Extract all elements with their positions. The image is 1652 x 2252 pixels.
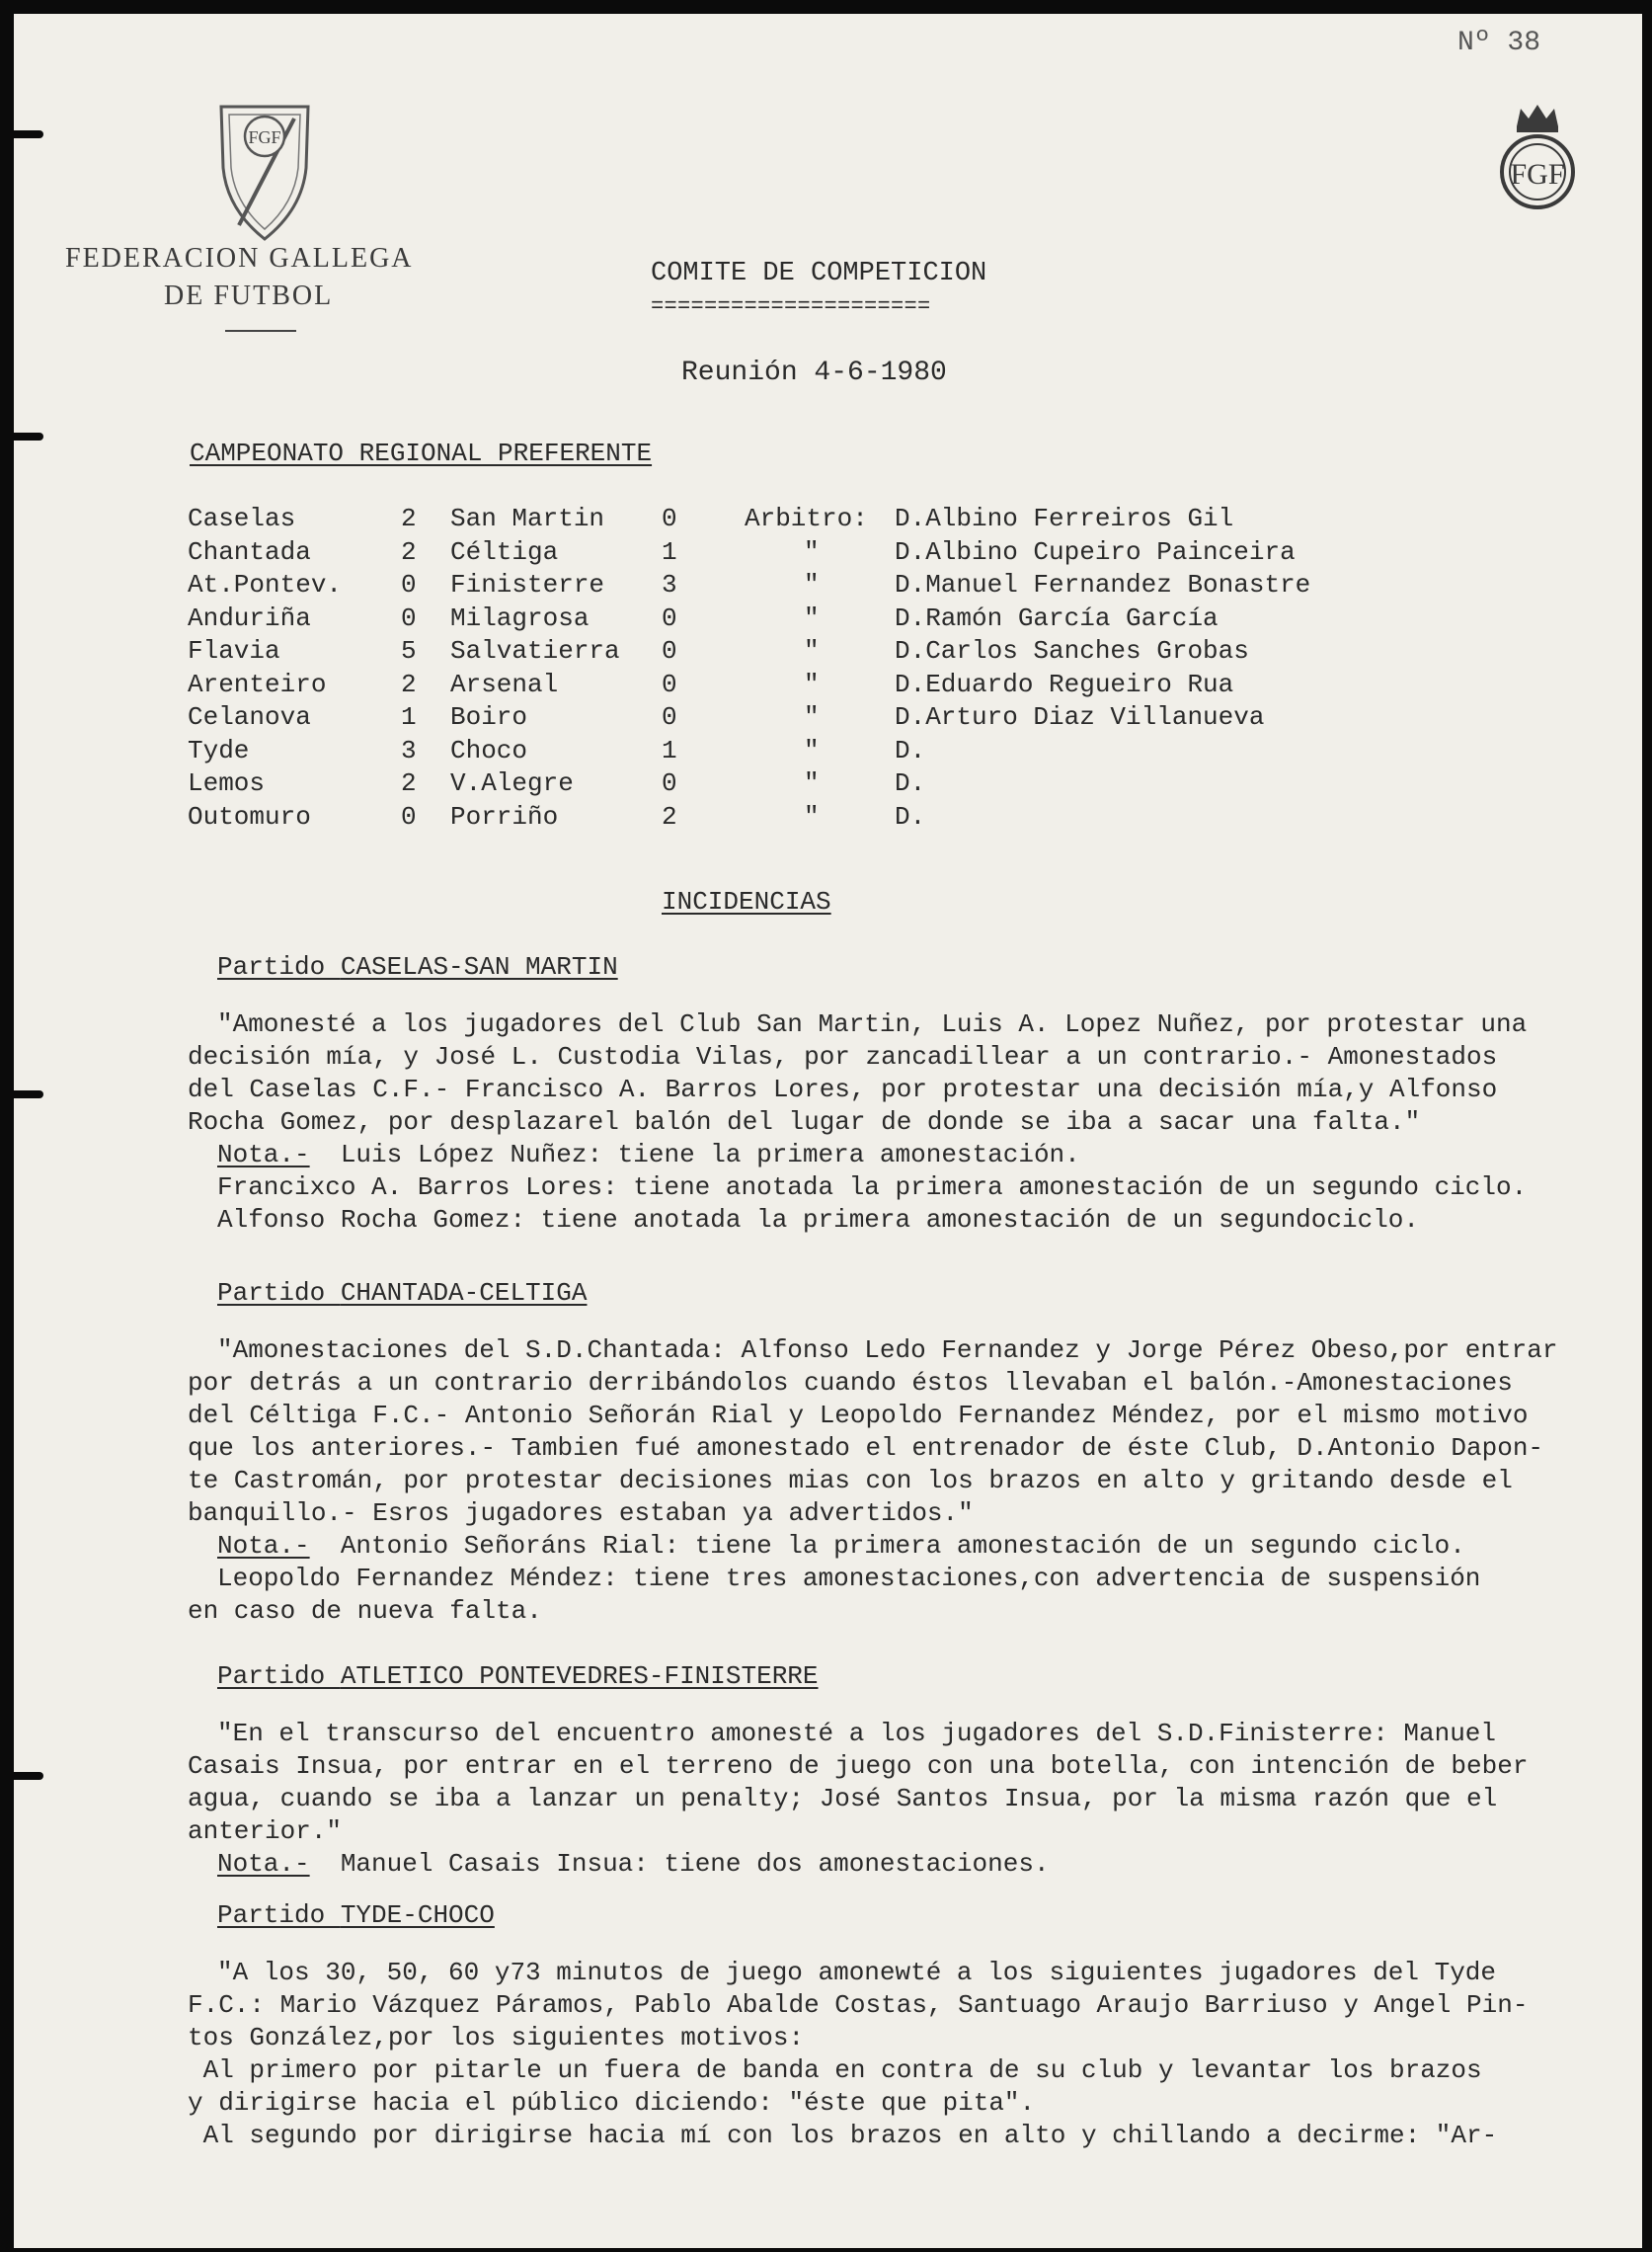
away-team: Arsenal <box>450 669 559 699</box>
report-line: del Céltiga F.C.- Antonio Señorán Rial y Leopoldo Fernandez Méndez, por el mismo motivo <box>188 1401 1529 1430</box>
result-row <box>14 603 1594 637</box>
federation-name-line1: FEDERACION GALLEGA <box>65 243 414 274</box>
page-number: Nº 38 <box>1457 28 1541 58</box>
result-row <box>14 570 1594 603</box>
report-line: "En el transcurso del encuentro amonesté a los jugadores del S.D.Finisterre: Manuel <box>217 1719 1497 1748</box>
report-line: Al primero por pitarle un fuera de banda en contra de su club y levantar los brazos <box>188 2055 1482 2085</box>
home-team: At.Pontev. <box>188 570 343 600</box>
away-score: 0 <box>662 636 677 666</box>
note-label: Nota.- <box>217 1849 310 1879</box>
note-line: Francixco A. Barros Lores: tiene anotada la primera amonestación de un segundo ciclo. <box>217 1172 1528 1202</box>
federation-name-line2: DE FUTBOL <box>164 281 334 311</box>
federation-divider <box>225 330 296 332</box>
note-line: en caso de nueva falta. <box>188 1596 542 1626</box>
match-heading <box>217 1900 495 1930</box>
report-line: "Amonestaciones del S.D.Chantada: Alfonso Ledo Fernandez y Jorge Pérez Obeso,por entrar <box>217 1335 1558 1365</box>
report-line: banquillo.- Esros jugadores estaban ya advertidos." <box>188 1498 974 1528</box>
away-score: 3 <box>662 570 677 600</box>
meeting-date: Reunión 4-6-1980 <box>681 358 947 388</box>
note-text: Manuel Casais Insua: tiene dos amonestaciones. <box>309 1849 1050 1879</box>
home-team: Outomuro <box>188 801 311 832</box>
home-score: 0 <box>401 570 417 600</box>
home-score: 2 <box>401 536 417 567</box>
report-line: F.C.: Mario Vázquez Páramos, Pablo Abalde Costas, Santuago Araujo Barriuso y Angel Pin- <box>188 1990 1529 2020</box>
away-score: 0 <box>662 603 677 633</box>
away-score: 0 <box>662 504 677 533</box>
ditto-mark: " <box>804 768 820 798</box>
result-row <box>14 736 1594 769</box>
result-row <box>14 504 1594 537</box>
binder-hole <box>14 1772 43 1780</box>
result-row <box>14 670 1594 703</box>
home-score: 0 <box>401 801 417 832</box>
home-team: Chantada <box>188 536 311 567</box>
home-score: 1 <box>401 702 417 732</box>
note-label: Nota.- <box>217 1140 310 1169</box>
result-row <box>14 802 1594 836</box>
ditto-mark: " <box>804 570 820 600</box>
match-heading-teams: CHANTADA-CELTIGA <box>340 1278 588 1308</box>
report-line: Casais Insua, por entrar en el terreno de juego con una botella, con intención de beber <box>188 1751 1529 1781</box>
away-team: Céltiga <box>450 536 559 567</box>
ditto-mark: " <box>804 636 820 666</box>
home-score: 0 <box>401 603 417 633</box>
incidencias-title: INCIDENCIAS <box>662 887 831 917</box>
binder-hole <box>14 1090 43 1098</box>
result-row <box>14 537 1594 571</box>
report-line: Al segundo por dirigirse hacia mí con los brazos en alto y chillando a decirme: "Ar- <box>188 2121 1498 2150</box>
away-score: 0 <box>662 702 677 732</box>
away-score: 0 <box>662 768 677 798</box>
home-team: Caselas <box>188 504 296 533</box>
championship-title: CAMPEONATO REGIONAL PREFERENTE <box>190 439 653 468</box>
away-team: San Martin <box>450 504 605 533</box>
report-line: y dirigirse hacia el público diciendo: "éste que pita". <box>188 2088 1036 2118</box>
match-heading-teams: ATLETICO PONTEVEDRES-FINISTERRE <box>340 1661 819 1691</box>
referee-name: D.Eduardo Regueiro Rua <box>895 669 1234 699</box>
home-team: Anduriña <box>188 603 311 633</box>
note-line <box>217 1847 1050 1881</box>
note-line: Leopoldo Fernandez Méndez: tiene tres amonestaciones,con advertencia de suspensión <box>217 1564 1481 1593</box>
home-team: Lemos <box>188 768 266 798</box>
binder-hole <box>14 433 43 441</box>
match-heading-prefix: Partido <box>217 952 341 982</box>
home-score: 2 <box>401 504 417 533</box>
away-team: Porriño <box>450 801 559 832</box>
report-line: anterior." <box>188 1816 343 1846</box>
home-score: 2 <box>401 669 417 699</box>
binder-hole <box>14 130 43 138</box>
report-line: por detrás a un contrario derribándolos cuando éstos llevaban el balón.-Amonestaciones <box>188 1368 1513 1398</box>
home-score: 2 <box>401 768 417 798</box>
ditto-mark: " <box>804 702 820 732</box>
report-line: que los anteriores.- Tambien fué amonestado el entrenador de éste Club, D.Antonio Dapon- <box>188 1433 1544 1463</box>
note-line: Alfonso Rocha Gomez: tiene anotada la primera amonestación de un segundociclo. <box>217 1205 1419 1235</box>
referee-name: D.Albino Ferreiros Gil <box>895 504 1234 533</box>
home-team: Celanova <box>188 702 311 732</box>
away-team: Salvatierra <box>450 636 620 666</box>
result-row <box>14 702 1594 736</box>
report-line: Rocha Gomez, por desplazarel balón del lugar de donde se iba a sacar una falta." <box>188 1107 1421 1137</box>
committee-title: COMITE DE COMPETICION <box>651 259 987 288</box>
svg-text:FGF: FGF <box>248 127 281 147</box>
home-score: 3 <box>401 735 417 765</box>
away-team: V.Alegre <box>450 768 574 798</box>
ditto-mark: " <box>804 735 820 765</box>
note-line <box>217 1529 1465 1563</box>
report-line: del Caselas C.F.- Francisco A. Barros Lores, por protestar una decisión mía,y Alfonso <box>188 1075 1498 1104</box>
away-score: 2 <box>662 801 677 832</box>
federation-shield-icon <box>215 99 314 245</box>
match-heading-prefix: Partido <box>217 1900 341 1930</box>
referee-name: D.Albino Cupeiro Painceira <box>895 536 1296 567</box>
note-text: Luis López Nuñez: tiene la primera amonestación. <box>309 1140 1080 1169</box>
away-score: 1 <box>662 735 677 765</box>
referee-name: D.Carlos Sanches Grobas <box>895 636 1249 666</box>
match-heading-prefix: Partido <box>217 1661 341 1691</box>
referee-name: D. <box>895 801 926 832</box>
match-heading <box>217 1278 587 1308</box>
home-team: Tyde <box>188 735 250 765</box>
referee-name: D. <box>895 735 926 765</box>
report-line: "Amonesté a los jugadores del Club San Martin, Luis A. Lopez Nuñez, por protestar una <box>217 1009 1528 1039</box>
referee-name: D.Arturo Diaz Villanueva <box>895 702 1265 732</box>
home-score: 5 <box>401 636 417 666</box>
referee-label: Arbitro: <box>745 504 868 533</box>
referee-name: D. <box>895 768 926 798</box>
match-heading-teams: TYDE-CHOCO <box>340 1900 495 1930</box>
away-score: 1 <box>662 536 677 567</box>
match-heading <box>217 1661 819 1691</box>
referee-name: D.Manuel Fernandez Bonastre <box>895 570 1311 600</box>
match-heading-prefix: Partido <box>217 1278 341 1308</box>
svg-text:FGF: FGF <box>1510 158 1565 191</box>
report-line: te Castromán, por protestar decisiones mias con los brazos en alto y gritando desde el <box>188 1466 1513 1495</box>
match-heading-teams: CASELAS-SAN MARTIN <box>340 952 618 982</box>
ditto-mark: " <box>804 603 820 633</box>
committee-title-rule: ===================== <box>651 294 931 319</box>
royal-crest-icon <box>1495 97 1580 213</box>
note-label: Nota.- <box>217 1531 310 1561</box>
away-team: Milagrosa <box>450 603 590 633</box>
away-score: 0 <box>662 669 677 699</box>
report-line: decisión mía, y José L. Custodia Vilas, por zancadillear a un contrario.- Amonestados <box>188 1042 1498 1072</box>
document-page <box>14 14 1642 2248</box>
ditto-mark: " <box>804 536 820 567</box>
home-team: Flavia <box>188 636 280 666</box>
result-row <box>14 636 1594 670</box>
away-team: Boiro <box>450 702 528 732</box>
report-line: agua, cuando se iba a lanzar un penalty; José Santos Insua, por la misma razón que el <box>188 1784 1498 1813</box>
ditto-mark: " <box>804 669 820 699</box>
ditto-mark: " <box>804 801 820 832</box>
report-line: tos González,por los siguientes motivos: <box>188 2023 805 2052</box>
away-team: Finisterre <box>450 570 605 600</box>
referee-name: D.Ramón García García <box>895 603 1219 633</box>
note-text: Antonio Señoráns Rial: tiene la primera amonestación de un segundo ciclo. <box>309 1531 1465 1561</box>
report-line: "A los 30, 50, 60 y73 minutos de juego amonewté a los siguientes jugadores del Tyde <box>217 1958 1497 1987</box>
away-team: Choco <box>450 735 528 765</box>
note-line <box>217 1138 1080 1171</box>
match-heading <box>217 952 618 982</box>
result-row <box>14 768 1594 802</box>
home-team: Arenteiro <box>188 669 327 699</box>
